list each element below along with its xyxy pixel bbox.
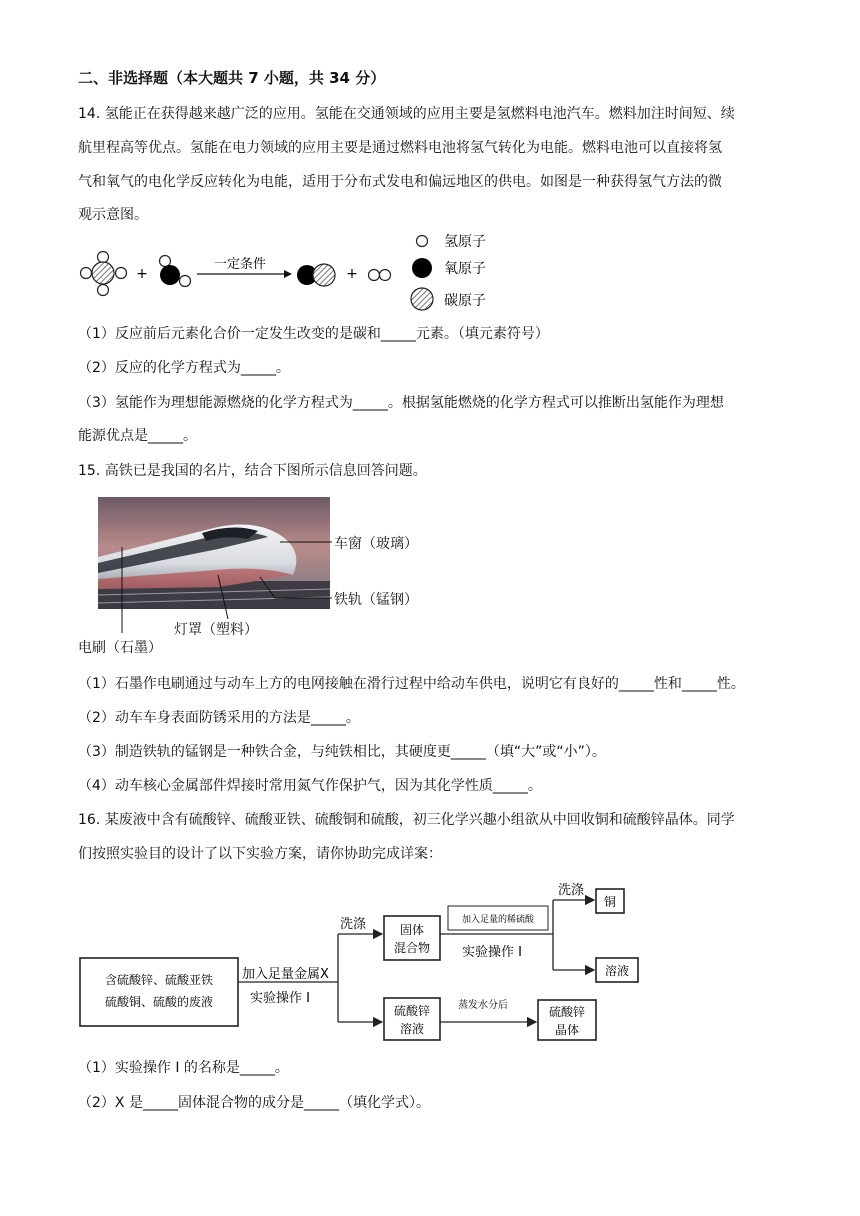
q15-sub-1: （1）石墨作电刷通过与动车上方的电网接触在滑行过程中给动车供电，说明它有良好的_____性和_____性。 (78, 676, 745, 692)
add-metal-label: 加入足量金属X (242, 967, 329, 982)
water-molecule (160, 256, 191, 287)
reaction-diagram (70, 228, 510, 314)
waste-liquid-box (80, 958, 238, 1026)
legend-oxygen-icon (412, 258, 432, 278)
label-window: 车窗（玻璃） (334, 536, 418, 552)
q14-paragraph-line-1: 14. 氢能正在获得越来越广泛的应用。氢能在交通领域的应用主要是氢燃料电池汽车。燃料加注时间短、续 (78, 106, 735, 122)
plus-sign-2: + (346, 266, 358, 282)
q14-sub-3-line-1: （3）氢能作为理想能源燃烧的化学方程式为_____。根据氢能燃烧的化学方程式可以推断出氢能作为理想 (78, 395, 724, 411)
q14-paragraph-line-2: 航里程高等优点。氢能在电力领域的应用主要是通过燃料电池将氢气转化为电能。燃料电池可以直接将氢 (78, 140, 722, 156)
train-callout-lines (70, 497, 350, 637)
co-molecule (297, 264, 335, 286)
q15-sub-2: （2）动车车身表面防锈采用的方法是_____。 (78, 710, 360, 726)
q14-sub-2: （2）反应的化学方程式为_____。 (78, 360, 290, 376)
label-rail: 铁轨（锰钢） (334, 592, 418, 608)
waste-liquid-line-1: 含硫酸锌、硫酸亚铁 (104, 973, 214, 987)
legend-hydrogen-label: 氢原子 (444, 234, 486, 250)
q14-paragraph-line-4: 观示意图。 (78, 207, 148, 223)
zinc-sulfate-solution-line-1: 硫酸锌 (393, 1004, 431, 1018)
label-brush: 电刷（石墨） (78, 640, 162, 656)
operation-1-label: 实验操作 I (250, 991, 310, 1006)
legend-oxygen-label: 氧原子 (444, 261, 486, 277)
q16-sub-1: （1）实验操作 I 的名称是_____。 (78, 1060, 289, 1076)
reaction-condition: 一定条件 (213, 257, 267, 272)
experiment-flowchart (78, 876, 648, 1042)
zinc-sulfate-crystal-line-1: 硫酸锌 (548, 1005, 586, 1019)
q15-paragraph: 15. 高铁已是我国的名片，结合下图所示信息回答问题。 (78, 463, 427, 479)
q15-sub-4: （4）动车核心金属部件焊接时常用氮气作保护气，因为其化学性质_____。 (78, 778, 542, 794)
evaporate-label: 蒸发水分后 (458, 1000, 508, 1011)
zinc-sulfate-crystal-line-2: 晶体 (554, 1023, 580, 1037)
solid-mixture-line-1: 固体 (399, 923, 425, 937)
wash-label-1: 洗涤 (340, 917, 367, 932)
h2-molecule (369, 270, 391, 281)
q16-paragraph-line-1: 16. 某废液中含有硫酸锌、硫酸亚铁、硫酸铜和硫酸，初三化学兴趣小组欲从中回收铜和硫酸锌晶体。同学 (78, 812, 735, 828)
methane-molecule (81, 252, 127, 296)
legend (411, 234, 486, 310)
q16-paragraph-line-2: 们按照实验目的设计了以下实验方案，请你协助完成详案： (78, 846, 442, 862)
operation-1b-label: 实验操作 I (462, 945, 522, 960)
add-acid-label: 加入足量的稀硫酸 (461, 915, 535, 925)
wash-label-2: 洗涤 (558, 883, 585, 898)
solid-mixture-line-2: 混合物 (393, 941, 431, 955)
q16-sub-2: （2）X 是_____固体混合物的成分是_____（填化学式）。 (78, 1095, 430, 1111)
solution-label: 溶液 (604, 964, 630, 978)
section-title: 二、非选择题（本大题共 7 小题，共 34 分） (78, 69, 386, 87)
q15-sub-3: （3）制造铁轨的锰钢是一种铁合金，与纯铁相比，其硬度更_____（填“大”或“小”）。 (78, 744, 606, 760)
legend-hydrogen-icon (417, 236, 428, 247)
q14-sub-3-line-2: 能源优点是_____。 (78, 428, 197, 444)
zinc-sulfate-solution-line-2: 溶液 (399, 1022, 425, 1036)
copper-label: 铜 (603, 895, 617, 909)
plus-sign-1: + (136, 266, 148, 282)
q14-sub-1: （1）反应前后元素化合价一定发生改变的是碳和_____元素。（填元素符号） (78, 326, 549, 342)
legend-carbon-icon (411, 288, 433, 310)
q14-paragraph-line-3: 气和氧气的电化学反应转化为电能，适用于分布式发电和偏远地区的供电。如图是一种获得氢气方法的微 (78, 174, 722, 190)
waste-liquid-line-2: 硫酸铜、硫酸的废液 (104, 995, 214, 1009)
label-lamp: 灯罩（塑料） (174, 622, 258, 638)
legend-carbon-label: 碳原子 (444, 293, 486, 309)
